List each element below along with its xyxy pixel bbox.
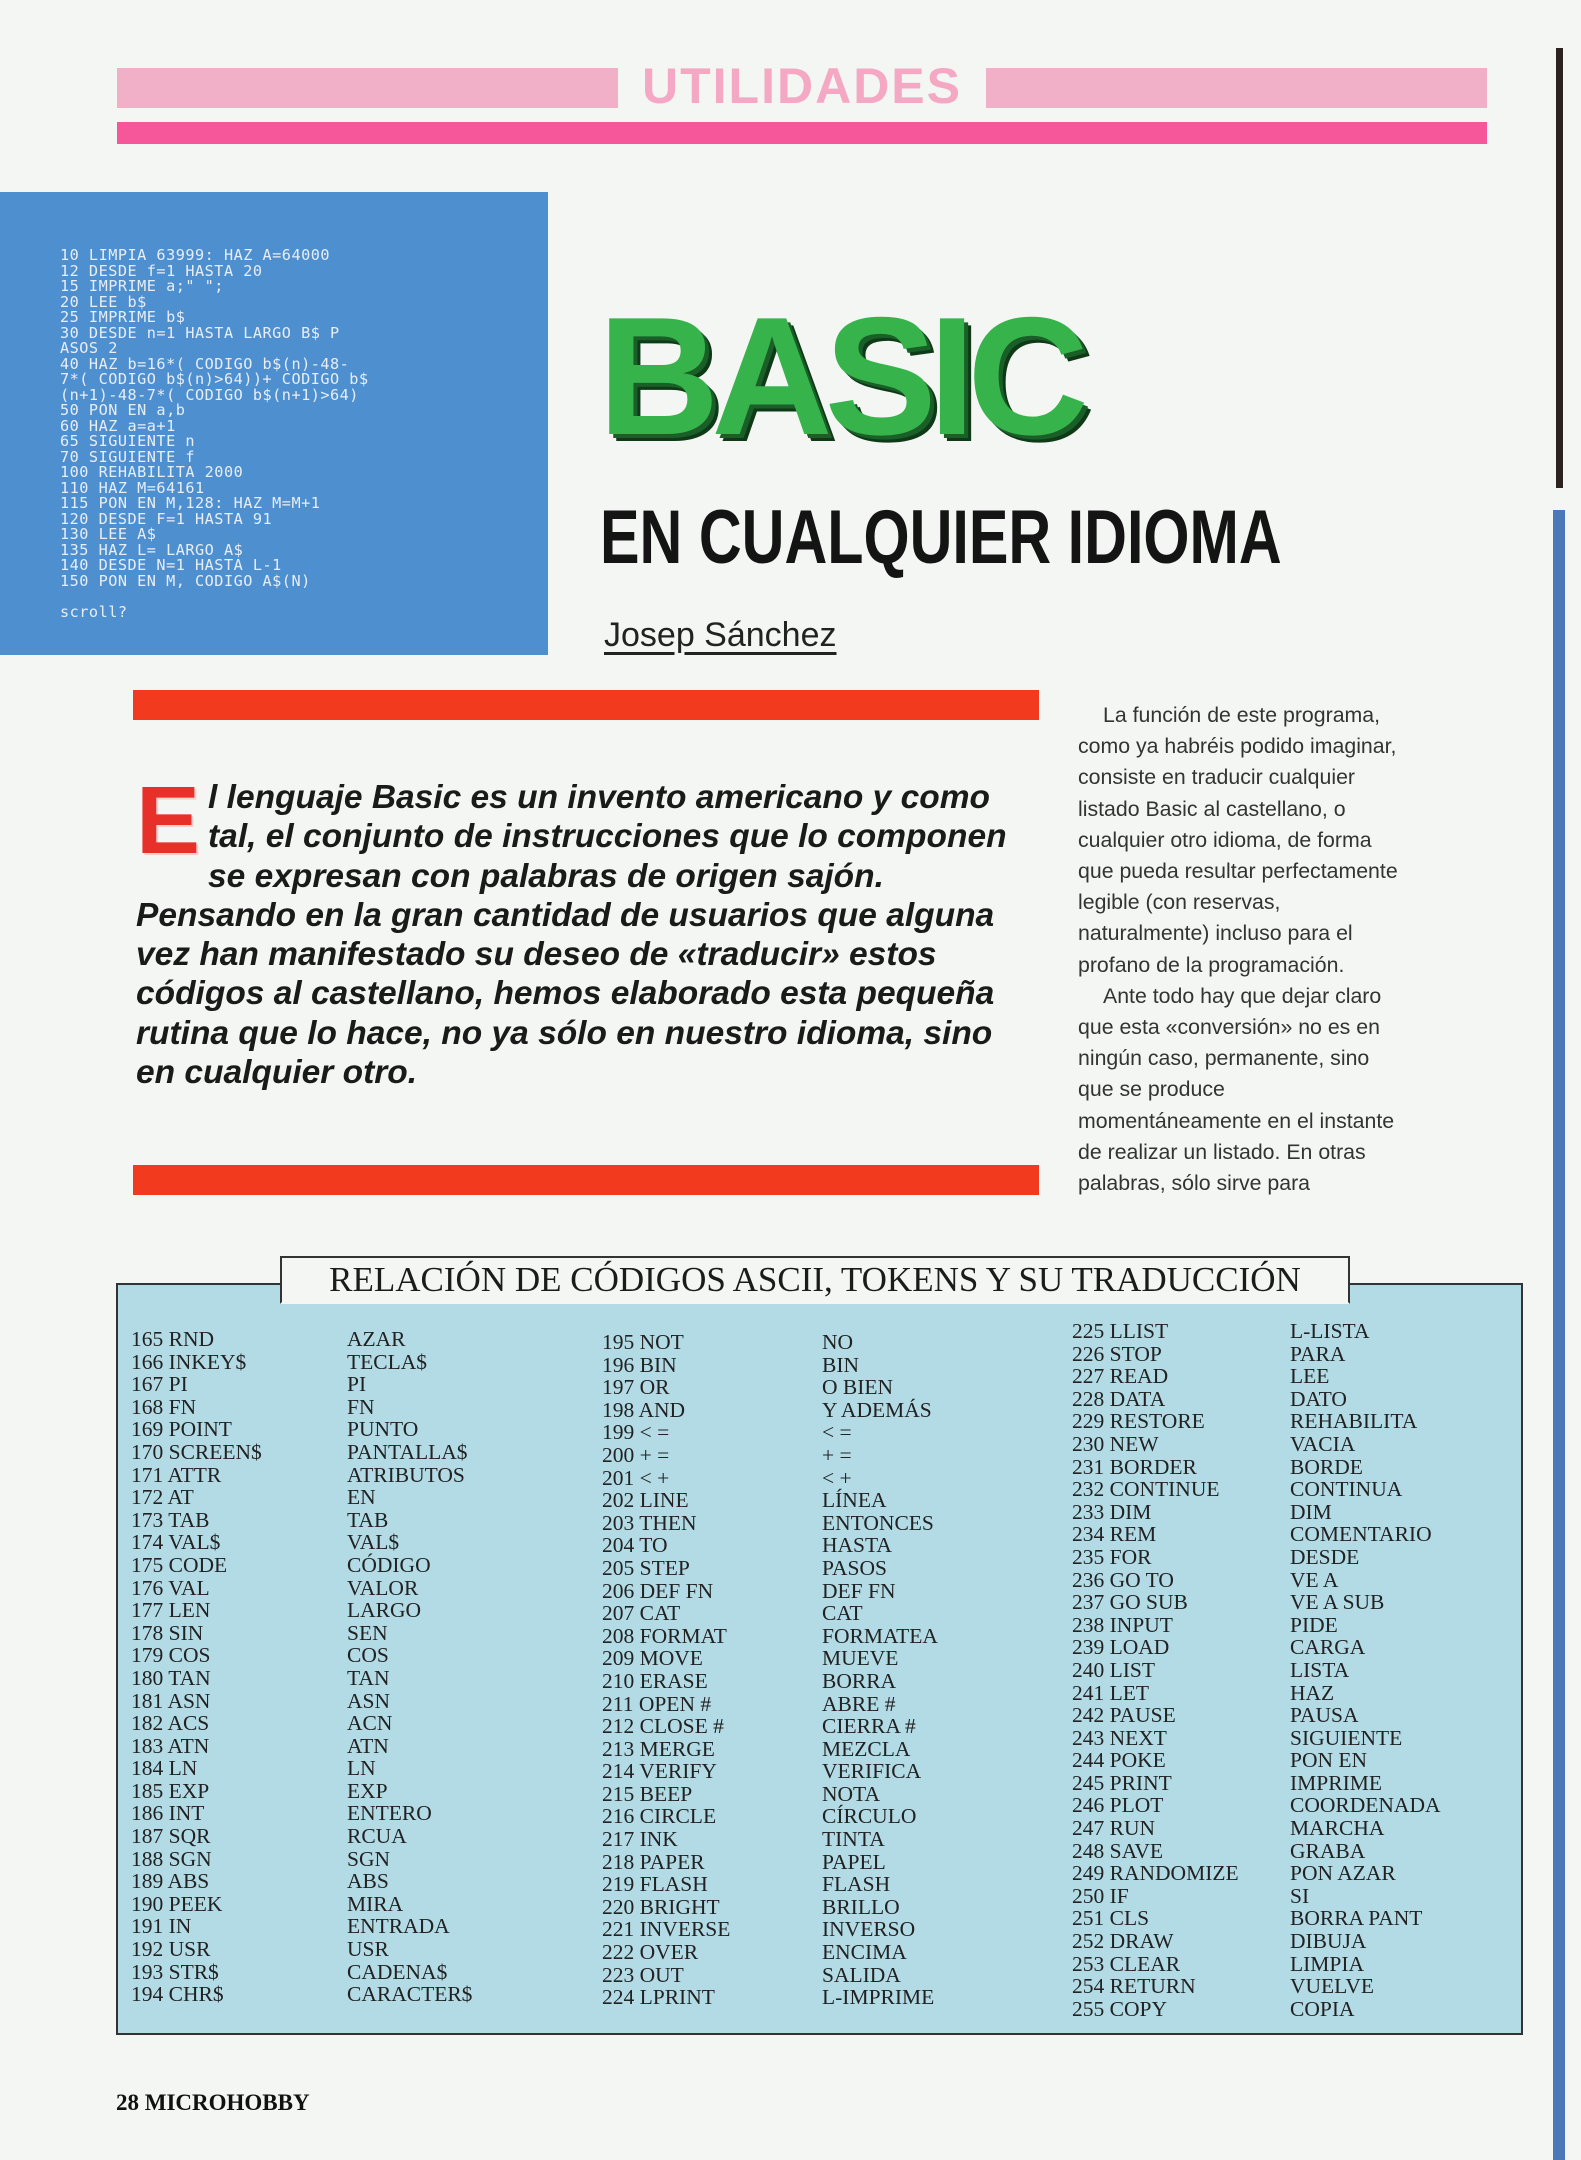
table-cell: 206 DEF FN <box>602 1578 714 1603</box>
table-cell: SIGUIENTE <box>1290 1725 1403 1750</box>
table-cell: 204 TO <box>602 1533 668 1558</box>
lead-rule-top <box>133 690 1039 720</box>
table-col1-translations <box>347 1328 472 2006</box>
section-title: UTILIDADES <box>618 58 986 114</box>
lead-rule-bottom <box>133 1165 1039 1195</box>
table-cell: 228 DATA <box>1072 1386 1166 1411</box>
table-cell: 253 CLEAR <box>1072 1951 1181 1976</box>
table-cell: COORDENADA <box>1290 1793 1441 1818</box>
table-cell: 174 VAL$ <box>131 1530 221 1555</box>
table-cell: FLASH <box>822 1872 891 1897</box>
table-cell: 189 ABS <box>131 1869 210 1894</box>
table-cell: 207 CAT <box>602 1601 681 1626</box>
table-cell: 172 AT <box>131 1485 194 1510</box>
table-cell: 198 AND <box>602 1397 686 1422</box>
table-cell: MEZCLA <box>822 1736 911 1761</box>
table-cell: 182 ACS <box>131 1711 210 1736</box>
table-cell: EXP <box>347 1778 388 1803</box>
table-cell: VALOR <box>347 1575 419 1600</box>
table-cell: ABS <box>347 1869 389 1894</box>
table-cell: 209 MOVE <box>602 1646 703 1671</box>
table-cell: ENCIMA <box>822 1940 907 1965</box>
table-cell: 190 PEEK <box>131 1891 223 1916</box>
table-cell: 231 BORDER <box>1072 1454 1197 1479</box>
table-cell: 175 CODE <box>131 1552 228 1577</box>
table-cell: 243 NEXT <box>1072 1725 1167 1750</box>
table-cell: + = <box>822 1442 852 1467</box>
table-cell: 187 SQR <box>131 1824 211 1849</box>
table-cell: 221 INVERSE <box>602 1917 731 1942</box>
table-cell: DESDE <box>1290 1544 1360 1569</box>
page-edge-blue <box>1553 510 1565 2160</box>
table-cell: 248 SAVE <box>1072 1838 1163 1863</box>
table-cell: Y ADEMÁS <box>822 1397 932 1422</box>
table-cell: NOTA <box>822 1781 880 1806</box>
table-cell: PUNTO <box>347 1417 419 1442</box>
table-cell: 195 NOT <box>602 1330 684 1354</box>
table-cell: 222 OVER <box>602 1940 699 1965</box>
table-cell: FORMATEA <box>822 1623 938 1648</box>
table-cell: TECLA$ <box>347 1349 428 1374</box>
table-cell: TAB <box>347 1507 389 1532</box>
table-cell: 213 MERGE <box>602 1736 715 1761</box>
table-cell: LARGO <box>347 1598 422 1623</box>
table-cell: VERIFICA <box>822 1759 922 1784</box>
table-cell: LISTA <box>1290 1657 1350 1682</box>
table-cell: 214 VERIFY <box>602 1759 717 1784</box>
table-cell: < = <box>822 1420 852 1445</box>
table-cell: 232 CONTINUE <box>1072 1477 1220 1502</box>
table-cell: 200 + = <box>602 1442 670 1467</box>
table-cell: BORDE <box>1290 1454 1363 1479</box>
table-cell: 235 FOR <box>1072 1544 1152 1569</box>
table-cell: BORRA PANT <box>1290 1906 1423 1931</box>
table-cell: FN <box>347 1394 375 1419</box>
table-cell: DIM <box>1290 1499 1332 1524</box>
page-footer: 28 MICROHOBBY <box>116 2090 310 2115</box>
table-cell: ENTRADA <box>347 1914 450 1939</box>
table-cell: 210 ERASE <box>602 1668 708 1693</box>
table-cell: PI <box>347 1372 367 1397</box>
table-cell: DATO <box>1290 1386 1347 1411</box>
lead-text: l lenguaje Basic es un invento americano y como tal, el conjunto de instrucciones que lo componen se expresan con palabras de origen sajón. Pensando en la gran cantidad de usuarios que alguna vez han manifestado su deseo de «traducir» estos códigos al castellano, hemos elaborado esta pequeña rutina que lo hace, no ya sólo en nuestro idioma, sino en cualquier otro. <box>136 779 1007 1092</box>
table-cell: COS <box>347 1643 389 1668</box>
table-cell: HAZ <box>1290 1680 1335 1705</box>
table-cell: COPIA <box>1290 1996 1355 2021</box>
table-cell: 167 PI <box>131 1372 188 1397</box>
table-cell: AZAR <box>347 1327 406 1351</box>
table-cell: VE A <box>1290 1567 1339 1592</box>
table-cell: 168 FN <box>131 1394 197 1419</box>
table-cell: 227 READ <box>1072 1364 1169 1389</box>
table-cell: MARCHA <box>1290 1816 1385 1841</box>
table-cell: 219 FLASH <box>602 1872 708 1897</box>
table-cell: PON EN <box>1290 1748 1368 1773</box>
table-cell: 237 GO SUB <box>1072 1590 1188 1615</box>
table-cell: CADENA$ <box>347 1959 448 1984</box>
table-cell: ENTONCES <box>822 1510 934 1535</box>
table-cell: 181 ASN <box>131 1688 211 1713</box>
table-cell: PARA <box>1290 1341 1346 1366</box>
table-cell: 229 RESTORE <box>1072 1409 1205 1434</box>
table-col2-tokens <box>602 1331 730 2009</box>
table-cell: 251 CLS <box>1072 1906 1150 1931</box>
table-cell: 183 ATN <box>131 1733 210 1758</box>
table-cell: 211 OPEN # <box>602 1691 712 1716</box>
lead-paragraph <box>136 767 1036 1092</box>
table-cell: 241 LET <box>1072 1680 1150 1705</box>
table-cell: 252 DRAW <box>1072 1929 1174 1954</box>
table-cell: 192 USR <box>131 1937 211 1962</box>
table-cell: 215 BEEP <box>602 1781 693 1806</box>
table-cell: CÓDIGO <box>347 1552 431 1577</box>
table-cell: 242 PAUSE <box>1072 1703 1176 1728</box>
table-cell: 245 PRINT <box>1072 1770 1172 1795</box>
section-header <box>117 58 1487 114</box>
table-cell: L-LISTA <box>1290 1319 1370 1343</box>
table-cell: TAN <box>347 1665 390 1690</box>
table-cell: 169 POINT <box>131 1417 232 1442</box>
table-col3-tokens <box>1072 1320 1239 2020</box>
table-cell: 217 INK <box>602 1827 678 1852</box>
table-cell: O BIEN <box>822 1375 894 1400</box>
table-cell: 203 THEN <box>602 1510 697 1535</box>
table-col3-translations <box>1290 1320 1441 2020</box>
table-cell: IMPRIME <box>1290 1770 1382 1795</box>
table-cell: CIERRA # <box>822 1714 916 1739</box>
body-column <box>1078 700 1478 1199</box>
table-title: RELACIÓN DE CÓDIGOS ASCII, TOKENS Y SU TRADUCCIÓN <box>280 1256 1350 1304</box>
table-cell: HASTA <box>822 1533 892 1558</box>
table-cell: VAL$ <box>347 1530 400 1555</box>
body-paragraph-1: La función de este programa, como ya habréis podido imaginar, consiste en traducir cualquier listado Basic al castellano, o cualquier otro idioma, de forma que pueda resultar perfectamente legible (con reservas, naturalmente) incluso para el profano de la programación. <box>1078 703 1398 977</box>
table-cell: 176 VAL <box>131 1575 210 1600</box>
table-cell: 254 RETURN <box>1072 1974 1196 1999</box>
table-cell: LIMPIA <box>1290 1951 1365 1976</box>
table-cell: 201 < + <box>602 1465 670 1490</box>
table-cell: CÍRCULO <box>822 1804 917 1829</box>
table-cell: 208 FORMAT <box>602 1623 727 1648</box>
table-cell: ATRIBUTOS <box>347 1462 465 1487</box>
table-cell: 179 COS <box>131 1643 211 1668</box>
table-cell: BRILLO <box>822 1894 900 1919</box>
table-cell: PASOS <box>822 1555 887 1580</box>
table-cell: PAUSA <box>1290 1703 1359 1728</box>
drop-cap: E <box>136 767 201 874</box>
table-cell: 225 LLIST <box>1072 1319 1169 1343</box>
body-paragraph-2: Ante todo hay que dejar claro que esta «conversión» no es en ningún caso, permanente, sino que se produce momentáneamente en el instante de realizar un listado. En otras palabras, sólo sirve para <box>1078 983 1395 1196</box>
table-cell: 166 INKEY$ <box>131 1349 247 1374</box>
table-cell: USR <box>347 1937 389 1962</box>
code-listing-text: 10 LIMPIA 63999: HAZ A=64000 12 DESDE f=1 HASTA 20 15 IMPRIME a;" "; 20 LEE b$ 25 IMPRIME b$ 30 DESDE n=1 HASTA LARGO B$ P ASOS 2 40 HAZ b=16*( CODIGO b$(n)-48- 7*( CODIGO b$(n)>64))+ CODIGO b$ (n+1)-48-7*( CODIGO b$(n+1)>64) 50 PON EN a,b 60 HAZ a=a+1 65 SIGUIENTE n 70 SIGUIENTE f 100 REHABILITA 2000 110 HAZ M=64161 115 PON EN M,128: HAZ M=M+1 120 DESDE F=1 HASTA 91 130 LEE A$ 135 HAZ L= LARGO A$ 140 DESDE N=1 HASTA L-1 150 PON EN M, CODIGO A$(N) scroll? <box>60 246 369 621</box>
article-author: Josep Sánchez <box>604 616 837 654</box>
table-cell: SEN <box>347 1620 388 1645</box>
table-cell: RCUA <box>347 1824 407 1849</box>
table-cell: 173 TAB <box>131 1507 210 1532</box>
table-cell: PIDE <box>1290 1612 1338 1637</box>
table-cell: MIRA <box>347 1891 404 1916</box>
table-cell: INVERSO <box>822 1917 916 1942</box>
table-cell: 177 LEN <box>131 1598 211 1623</box>
article-subtitle: EN CUALQUIER IDIOMA <box>600 495 1282 580</box>
table-cell: 194 CHR$ <box>131 1982 224 2007</box>
table-cell: 180 TAN <box>131 1665 211 1690</box>
table-cell: CARACTER$ <box>347 1982 473 2007</box>
section-header-rule <box>117 122 1487 144</box>
table-cell: ATN <box>347 1733 389 1758</box>
table-cell: 184 LN <box>131 1756 198 1781</box>
table-cell: 188 SGN <box>131 1846 212 1871</box>
table-cell: < + <box>822 1465 852 1490</box>
table-cell: 226 STOP <box>1072 1341 1162 1366</box>
table-cell: LN <box>347 1756 376 1781</box>
table-cell: CONTINUA <box>1290 1477 1403 1502</box>
table-cell: 186 INT <box>131 1801 205 1826</box>
table-cell: VUELVE <box>1290 1974 1375 1999</box>
table-cell: ACN <box>347 1711 393 1736</box>
table-cell: REHABILITA <box>1290 1409 1418 1434</box>
table-cell: 196 BIN <box>602 1352 677 1377</box>
table-cell: 250 IF <box>1072 1883 1129 1908</box>
table-cell: 234 REM <box>1072 1522 1157 1547</box>
table-col2-translations <box>822 1331 938 2009</box>
table-cell: 185 EXP <box>131 1778 210 1803</box>
table-cell: GRABA <box>1290 1838 1366 1863</box>
table-cell: 178 SIN <box>131 1620 204 1645</box>
table-cell: 230 NEW <box>1072 1431 1159 1456</box>
table-cell: 205 STEP <box>602 1555 690 1580</box>
table-cell: CAT <box>822 1601 863 1626</box>
table-cell: 191 IN <box>131 1914 192 1939</box>
table-cell: 255 COPY <box>1072 1996 1167 2021</box>
table-cell: CARGA <box>1290 1635 1366 1660</box>
table-cell: DEF FN <box>822 1578 896 1603</box>
table-cell: L-IMPRIME <box>822 1985 935 2010</box>
table-cell: 171 ATTR <box>131 1462 222 1487</box>
table-cell: 249 RANDOMIZE <box>1072 1861 1239 1886</box>
table-cell: PAPEL <box>822 1849 886 1874</box>
table-cell: 233 DIM <box>1072 1499 1152 1524</box>
table-cell: SI <box>1290 1883 1310 1908</box>
table-cell: 202 LINE <box>602 1488 689 1513</box>
table-cell: COMENTARIO <box>1290 1522 1432 1547</box>
table-cell: 246 PLOT <box>1072 1793 1164 1818</box>
table-cell: VACIA <box>1290 1431 1356 1456</box>
table-cell: EN <box>347 1485 376 1510</box>
table-cell: 244 POKE <box>1072 1748 1166 1773</box>
code-listing-screenshot <box>0 192 548 655</box>
table-cell: 240 LIST <box>1072 1657 1156 1682</box>
table-cell: SALIDA <box>822 1962 901 1987</box>
table-cell: 199 < = <box>602 1420 670 1445</box>
table-cell: PON AZAR <box>1290 1861 1396 1886</box>
table-cell: 247 RUN <box>1072 1816 1156 1841</box>
table-col1-tokens <box>131 1328 262 2006</box>
table-cell: DIBUJA <box>1290 1929 1367 1954</box>
table-cell: 224 LPRINT <box>602 1985 715 2010</box>
table-cell: TINTA <box>822 1827 885 1852</box>
table-cell: 193 STR$ <box>131 1959 219 1984</box>
table-cell: SGN <box>347 1846 391 1871</box>
page-edge-dark <box>1556 48 1563 488</box>
table-cell: ENTERO <box>347 1801 432 1826</box>
table-cell: 165 RND <box>131 1327 215 1351</box>
table-cell: LEE <box>1290 1364 1330 1389</box>
table-cell: VE A SUB <box>1290 1590 1385 1615</box>
table-cell: 218 PAPER <box>602 1849 705 1874</box>
table-cell: 212 CLOSE # <box>602 1714 724 1739</box>
table-cell: MUEVE <box>822 1646 899 1671</box>
table-cell: 239 LOAD <box>1072 1635 1170 1660</box>
table-cell: 223 OUT <box>602 1962 684 1987</box>
table-cell: 216 CIRCLE <box>602 1804 717 1829</box>
table-cell: 238 INPUT <box>1072 1612 1173 1637</box>
table-cell: BORRA <box>822 1668 897 1693</box>
table-cell: ASN <box>347 1688 391 1713</box>
table-cell: 236 GO TO <box>1072 1567 1174 1592</box>
table-cell: 197 OR <box>602 1375 670 1400</box>
table-cell: ABRE # <box>822 1691 896 1716</box>
table-cell: 220 BRIGHT <box>602 1894 720 1919</box>
table-cell: PANTALLA$ <box>347 1439 468 1464</box>
table-cell: NO <box>822 1330 854 1354</box>
table-cell: LÍNEA <box>822 1488 887 1513</box>
table-cell: 170 SCREEN$ <box>131 1439 262 1464</box>
article-title: BASIC <box>598 282 1081 470</box>
table-cell: BIN <box>822 1352 860 1377</box>
